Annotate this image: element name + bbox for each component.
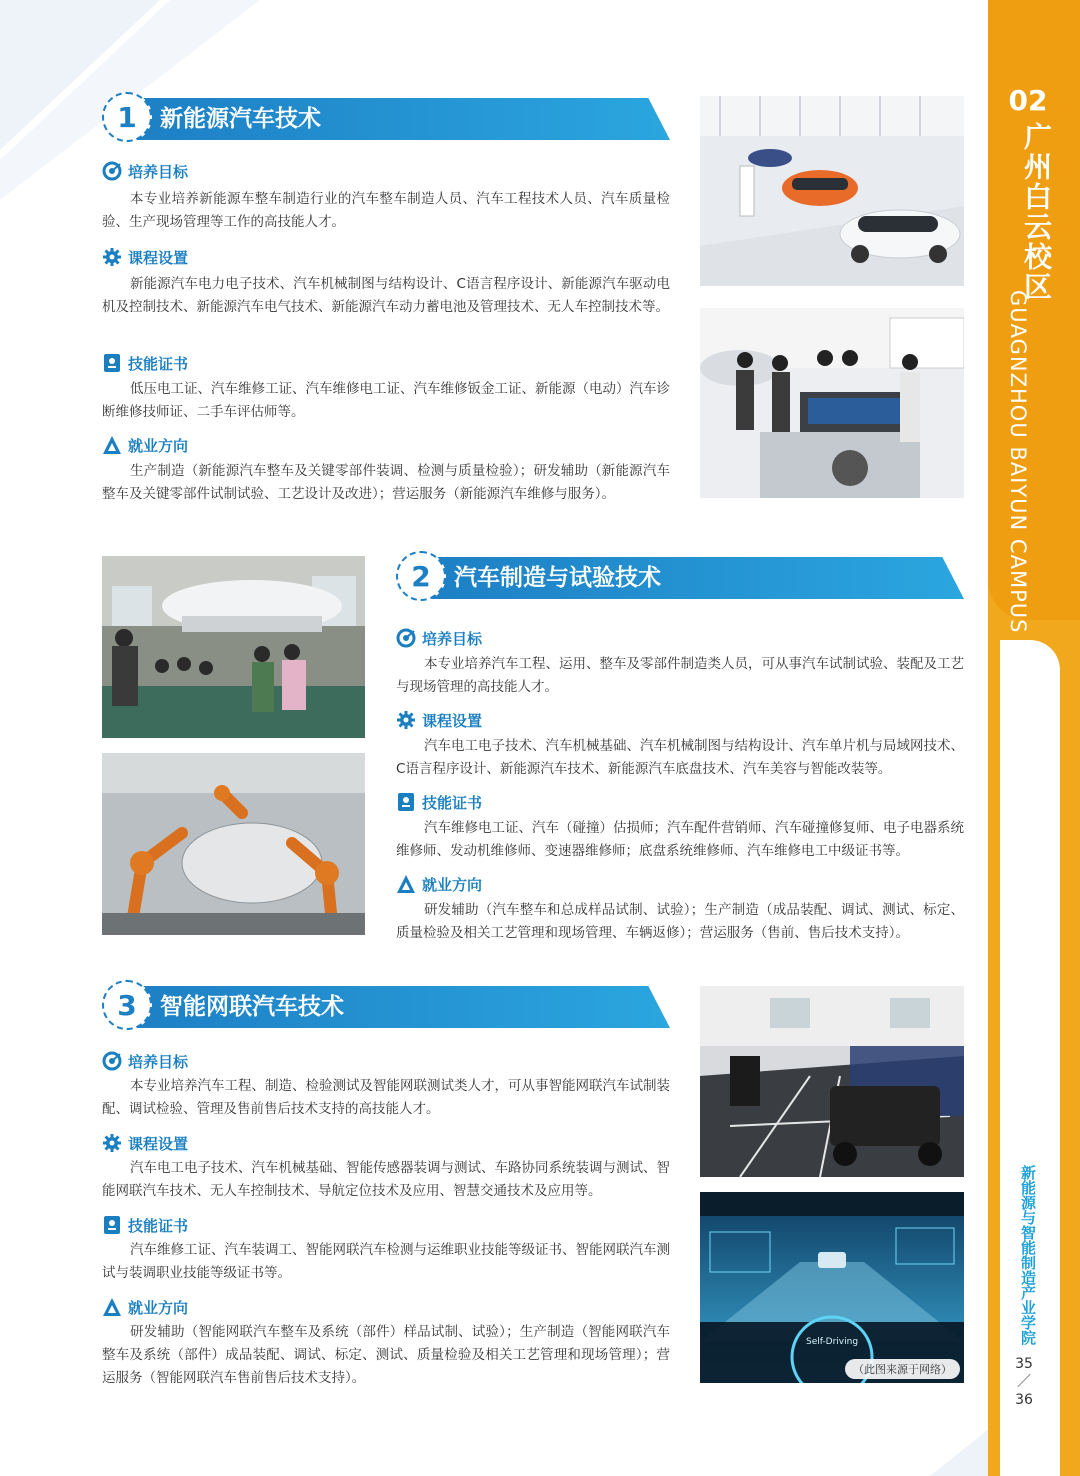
target-icon <box>102 1051 122 1071</box>
section-title: 智能网联汽车技术 <box>160 994 344 1020</box>
job-text: 研发辅助（汽车整车和总成样品试制、试验）；生产制造（成品装配、调试、测试、标定、质量检验及相关工艺管理和现场管理、车辆返修）；营运服务（售前、售后技术支持）。 <box>396 902 964 941</box>
goal-heading: 培养目标 <box>102 160 188 184</box>
goal-heading: 培养目标 <box>102 1050 188 1074</box>
job-heading: 就业方向 <box>102 434 188 458</box>
page-right: 36 <box>1015 1392 1033 1408</box>
campus-name-cn: 广州白云校区 <box>1020 122 1053 302</box>
photo-autonomous-lab <box>700 986 964 1177</box>
goal-text: 本专业培养汽车工程、制造、检验测试及智能网联测试类人才，可从事智能网联汽车试制装配、调试检验、管理及售前售后技术支持的高技能人才。 <box>102 1078 670 1117</box>
direction-icon <box>102 435 122 455</box>
target-icon <box>102 161 122 181</box>
section-banner <box>102 984 670 1032</box>
direction-icon <box>396 874 416 894</box>
cert-text: 低压电工证、汽车维修工证、汽车维修电工证、汽车维修钣金工证、新能源（电动）汽车诊断维修技师证、二手车评估师等。 <box>102 381 670 420</box>
photo-ev-showroom <box>700 96 964 286</box>
job-text: 研发辅助（智能网联汽车整车及系统（部件）样品试制、试验）；生产制造（智能网联汽车整车及系统（部件）成品装配、调试、标定、测试、质量检验及相关工艺管理和现场管理）；营运服务（智能网联汽车售前售后技术支持）。 <box>102 1324 670 1386</box>
certificate-icon <box>396 792 416 812</box>
job-heading: 就业方向 <box>102 1296 188 1320</box>
gear-icon <box>102 247 122 267</box>
photo-self-driving-cockpit <box>700 1192 964 1383</box>
side-panel <box>1000 640 1060 1476</box>
page-separator: ／ <box>1017 1374 1031 1390</box>
direction-icon <box>102 1297 122 1317</box>
gear-icon <box>396 710 416 730</box>
photo-test-bench <box>700 308 964 498</box>
page-number <box>1004 1356 1044 1408</box>
cert-heading: 技能证书 <box>396 791 482 815</box>
chapter-number: 02 <box>1008 84 1048 117</box>
screen-label: Self-Driving <box>806 1337 859 1347</box>
cert-heading: 技能证书 <box>102 352 188 376</box>
goal-text: 本专业培养新能源车整车制造行业的汽车整车制造人员、汽车工程技术人员、汽车质量检验、生产现场管理等工作的高技能人才。 <box>102 191 670 230</box>
cert-heading: 技能证书 <box>102 1214 188 1238</box>
certificate-icon <box>102 353 122 373</box>
course-text: 汽车电工电子技术、汽车机械基础、汽车机械制图与结构设计、汽车单片机与局域网技术、C语言程序设计、新能源汽车技术、新能源汽车底盘技术、汽车美容与智能改装等。 <box>396 738 964 777</box>
goal-heading: 培养目标 <box>396 627 482 651</box>
certificate-icon <box>102 1215 122 1235</box>
section-number: 2 <box>396 551 446 601</box>
course-text: 新能源汽车电力电子技术、汽车机械制图与结构设计、C语言程序设计、新能源汽车驱动电机及控制技术、新能源汽车电气技术、新能源汽车动力蓄电池及管理技术、无人车控制技术等。 <box>102 276 670 315</box>
photo-car-lift-workshop <box>102 556 365 738</box>
section-banner <box>102 96 670 144</box>
job-heading: 就业方向 <box>396 873 482 897</box>
photo-robot-line <box>102 753 365 935</box>
section-title: 汽车制造与试验技术 <box>454 565 661 591</box>
image-source-caption: （此图来源于网络） <box>845 1359 960 1379</box>
cert-text: 汽车维修电工证、汽车（碰撞）估损师；汽车配件营销师、汽车碰撞修复师、电子电器系统维修师、发动机维修师、变速器维修师；底盘系统维修师、汽车维修电工中级证书等。 <box>396 820 964 859</box>
section-title: 新能源汽车技术 <box>160 106 321 132</box>
gear-icon <box>102 1133 122 1153</box>
course-heading: 课程设置 <box>396 709 482 733</box>
course-heading: 课程设置 <box>102 246 188 270</box>
section-number: 1 <box>102 92 152 142</box>
job-text: 生产制造（新能源汽车整车及关键零部件装调、检测与质量检验）；研发辅助（新能源汽车整车及关键零部件试制试验、工艺设计及改进）；营运服务（新能源汽车维修与服务）。 <box>102 463 670 502</box>
page-left: 35 <box>1015 1356 1033 1372</box>
target-icon <box>396 628 416 648</box>
section-number: 3 <box>102 980 152 1030</box>
course-heading: 课程设置 <box>102 1132 188 1156</box>
goal-text: 本专业培养汽车工程、运用、整车及零部件制造类人员，可从事汽车试制试验、装配及工艺与现场管理的高技能人才。 <box>396 656 964 695</box>
campus-name-en: GUAGNZHOU BAIYUN CAMPUS <box>1006 290 1030 634</box>
cert-text: 汽车维修工证、汽车装调工、智能网联汽车检测与运维职业技能等级证书、智能网联汽车测试与装调职业技能等级证书等。 <box>102 1242 670 1281</box>
section-banner <box>396 555 964 603</box>
school-name: 新能源与智能制造产业学院 <box>1019 1165 1037 1345</box>
course-text: 汽车电工电子技术、汽车机械基础、智能传感器装调与测试、车路协同系统装调与测试、智能网联汽车技术、无人车控制技术、导航定位技术及应用、智慧交通技术及应用等。 <box>102 1160 670 1199</box>
